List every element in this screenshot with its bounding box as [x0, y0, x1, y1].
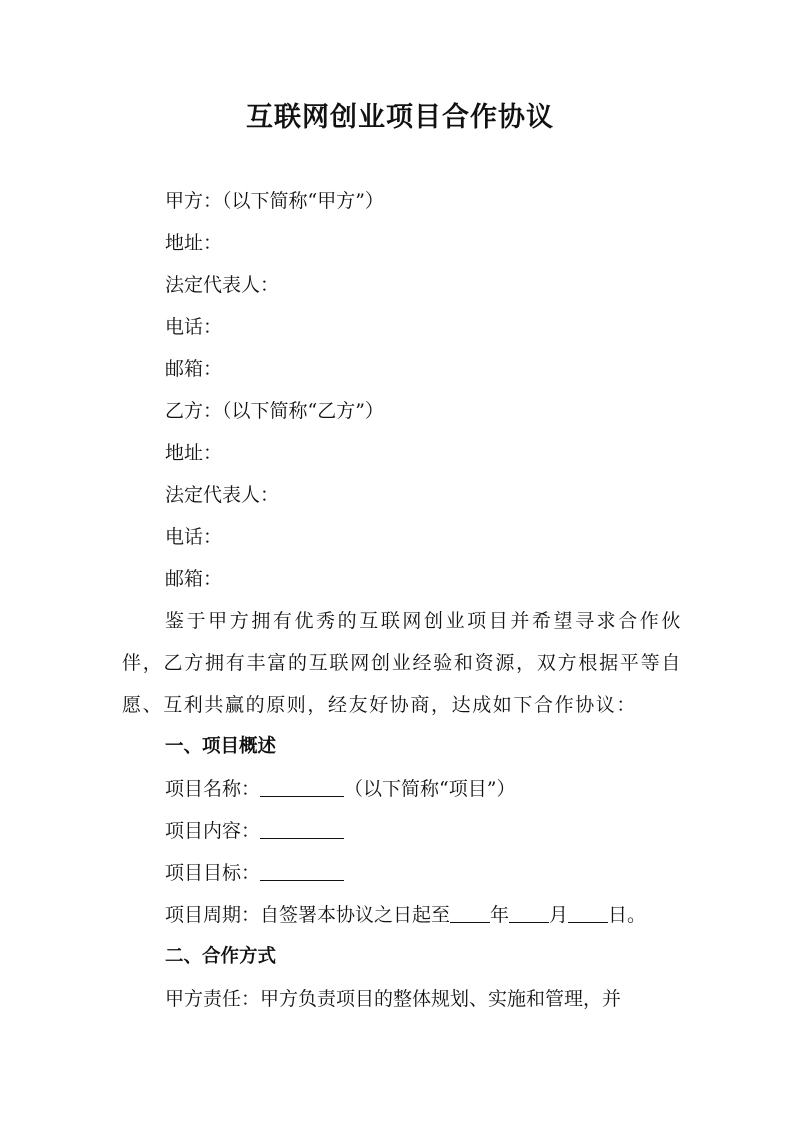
- section-1-heading: 一、项目概述: [165, 736, 277, 757]
- project-name-suffix: （以下简称“项目”）: [344, 778, 516, 800]
- party-a-address: 地址：: [165, 232, 223, 254]
- project-goal-blank: [260, 856, 344, 881]
- party-b-email: 邮箱：: [165, 568, 223, 590]
- party-b-name-line: 乙方：（以下简称“乙方”）: [165, 400, 384, 422]
- preamble-paragraph: 鉴于甲方拥有优秀的互联网创业项目并希望寻求合作伙伴，乙方拥有丰富的互联网创业经验和资源，双方根据平等自愿、互利共赢的原则，经友好协商，达成如下合作协议：: [122, 610, 682, 716]
- project-name-label: 项目名称：: [165, 778, 261, 800]
- document-title: 互联网创业项目合作协议: [246, 102, 554, 133]
- year-blank: [450, 898, 490, 923]
- day-label: 日。: [608, 904, 647, 926]
- project-period-label: 项目周期：自签署本协议之日起至: [165, 904, 451, 926]
- party-a-phone: 电话：: [165, 316, 223, 338]
- party-b-phone: 电话：: [165, 526, 223, 548]
- party-b-address: 地址：: [165, 442, 223, 464]
- project-content-label: 项目内容：: [165, 820, 261, 842]
- month-blank: [509, 898, 549, 923]
- project-name-blank: [260, 772, 344, 797]
- section-2-heading: 二、合作方式: [165, 946, 277, 967]
- month-label: 月: [549, 904, 569, 926]
- document-body: [122, 180, 682, 1020]
- project-content-line: [122, 810, 682, 852]
- party-a-legal-rep: 法定代表人：: [165, 274, 280, 296]
- project-goal-label: 项目目标：: [165, 862, 261, 884]
- project-period-line: [122, 894, 682, 936]
- year-label: 年: [490, 904, 510, 926]
- party-a-duty-line: 甲方责任：甲方负责项目的整体规划、实施和管理，并: [165, 988, 622, 1010]
- party-b-legal-rep: 法定代表人：: [165, 484, 280, 506]
- party-a-name-line: 甲方：（以下简称“甲方”）: [165, 190, 384, 212]
- party-a-email: 邮箱：: [165, 358, 223, 380]
- day-blank: [568, 898, 608, 923]
- project-content-blank: [260, 814, 344, 839]
- project-name-line: [122, 768, 682, 810]
- project-goal-line: [122, 852, 682, 894]
